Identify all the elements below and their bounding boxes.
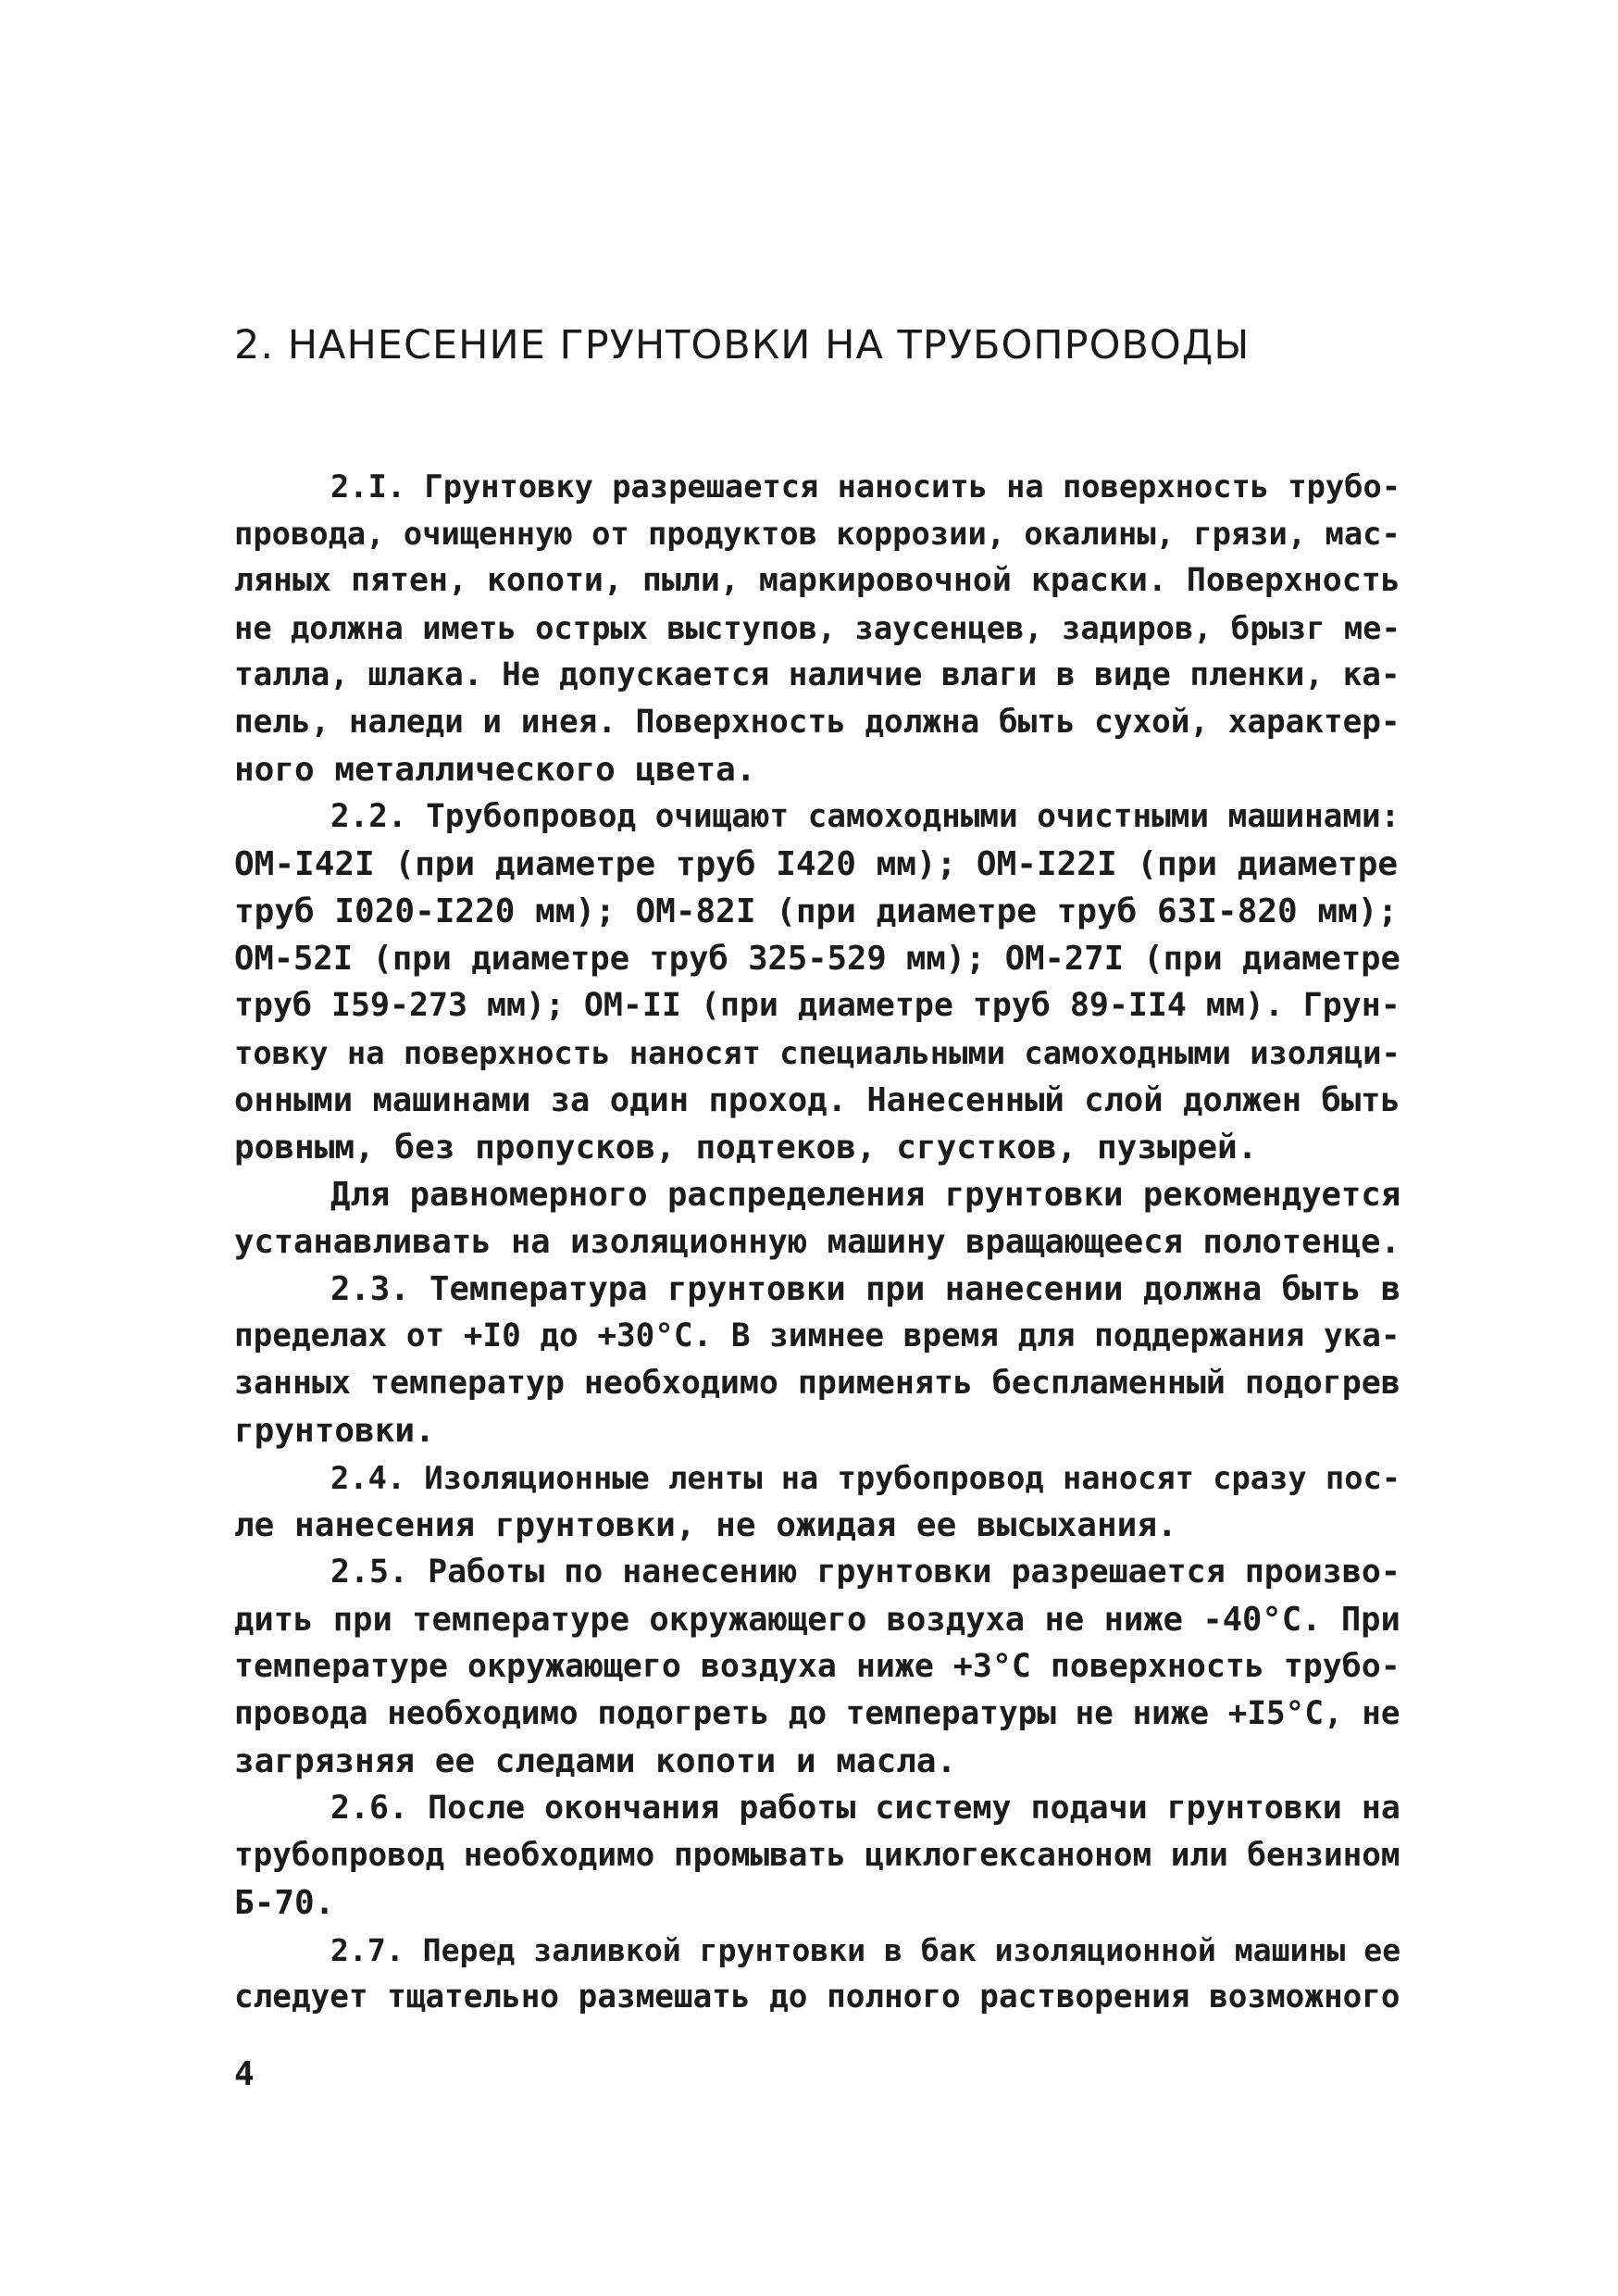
text-line: 2.7. Перед заливкой грунтовки в бак изоляционной машины ее	[330, 1932, 1401, 1968]
text-line: труб I020-I220 мм); ОМ-82I (при диаметре труб 63I-820 мм);	[234, 892, 1399, 930]
text-line: ровным, без пропусков, подтеков, сгустков, пузырей.	[234, 1129, 1258, 1167]
text-line: температуре окружающего воздуха ниже +3°С поверхность трубо-	[234, 1648, 1400, 1685]
text-line: 2.6. После окончания работы систему подачи грунтовки на	[330, 1790, 1400, 1827]
text-line: Для равномерного распределения грунтовки рекомендуется	[330, 1176, 1401, 1214]
page-number: 4	[234, 2055, 255, 2093]
text-line: 2.I. Грунтовку разрешается наносить на поверхность трубо-	[330, 468, 1401, 505]
text-line: 2.4. Изоляционные ленты на трубопровод наносят сразу пос-	[330, 1460, 1401, 1496]
text-line: 2.2. Трубопровод очищают самоходными очистными машинами:	[330, 798, 1400, 835]
text-line: 2.5. Работы по нанесению грунтовки разрешается произво-	[330, 1554, 1400, 1591]
text-line: провода, очищенную от продуктов коррозии, окалины, грязи, мас-	[234, 516, 1400, 552]
text-line: загрязняя ее следами копоти и масла.	[234, 1742, 957, 1780]
text-line: устанавливать на изоляционную машину вращающееся полотенце.	[234, 1223, 1400, 1261]
text-line: пределах от +I0 до +30°С. В зимнее время для поддержания ука-	[234, 1317, 1400, 1354]
text-line: занных температур необходимо применять беспламенный подогрев	[234, 1365, 1400, 1402]
text-line: труб I59-273 мм); ОМ-II (при диаметре труб 89-II4 мм). Грун-	[234, 987, 1400, 1024]
text-line: ного металлического цвета.	[234, 751, 756, 789]
text-line: ляных пятен, копоти, пыли, маркировочной краски. Поверхность	[234, 562, 1400, 599]
text-line: дить при температуре окружающего воздуха не ниже -40°С. При	[234, 1601, 1400, 1639]
text-line: ле нанесения грунтовки, не ожидая ее высыхания.	[234, 1506, 1177, 1544]
text-line: ОМ-I42I (при диаметре труб I420 мм); ОМ-I22I (при диаметре	[234, 845, 1399, 883]
text-line: товку на поверхность наносят специальными самоходными изоляци-	[234, 1035, 1400, 1071]
text-line: грунтовки.	[234, 1412, 435, 1450]
body-text	[234, 463, 1400, 2021]
text-line: трубопровод необходимо промывать циклогексаноном или бензином	[234, 1837, 1400, 1874]
text-line: пель, наледи и инея. Поверхность должна быть сухой, характер-	[234, 704, 1400, 741]
text-line: провода необходимо подогреть до температуры не ниже +I5°С, не	[234, 1695, 1400, 1732]
text-line: Б-70.	[234, 1884, 335, 1922]
text-line: онными машинами за один проход. Нанесенный слой должен быть	[234, 1081, 1400, 1119]
text-line: талла, шлака. Не допускается наличие влаги в виде пленки, ка-	[234, 656, 1400, 693]
text-line: не должна иметь острых выступов, заусенцев, задиров, брызг ме-	[234, 610, 1400, 646]
text-line: следует тщательно размешать до полного растворения возможного	[234, 1978, 1400, 2015]
section-heading: 2. НАНЕСЕНИЕ ГРУНТОВКИ НА ТРУБОПРОВОДЫ	[234, 322, 1251, 368]
text-line: ОМ-52I (при диаметре труб 325-529 мм); ОМ-27I (при диаметре	[234, 940, 1400, 978]
text-line: 2.3. Температура грунтовки при нанесении должна быть в	[330, 1270, 1401, 1308]
